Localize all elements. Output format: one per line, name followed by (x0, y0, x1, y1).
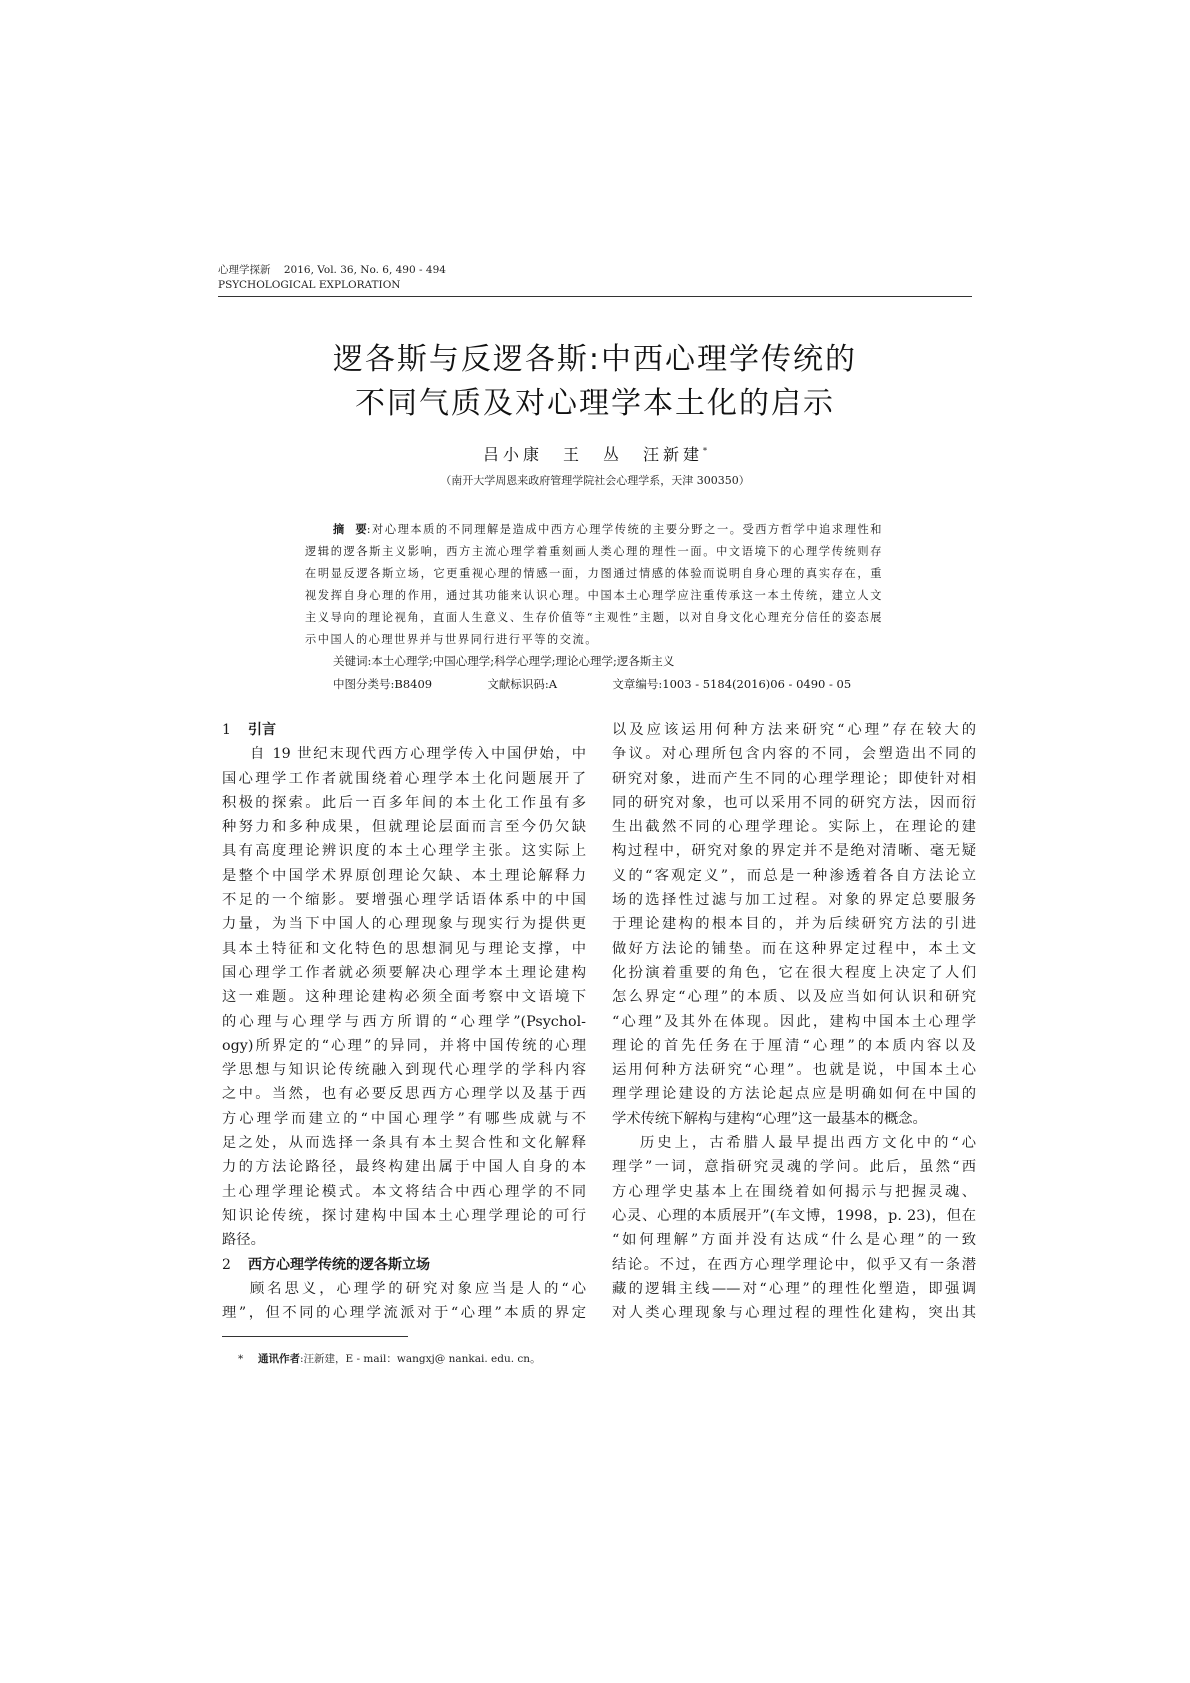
paragraph-line: 怎么界定“心理”的本质、以及应当如何认识和研究 (612, 989, 976, 1006)
paragraph-line: 义的“客观定义”，而总是一种渗透着各自方法论立 (612, 867, 976, 884)
paragraph-line: 结论。不过，在西方心理学理论中，似乎又有一条潜 (612, 1256, 976, 1273)
clc-label: 中图分类号 (333, 677, 391, 691)
paragraph-line: 对人类心理现象与心理过程的理性化建构，突出其 (612, 1305, 976, 1322)
paragraph-line: 不足的一个缩影。要增强心理学话语体系中的中国 (222, 892, 586, 909)
keywords-label: 关键词 (333, 654, 368, 668)
paragraph-line: 自 19 世纪末现代西方心理学传入中国伊始，中 (250, 746, 586, 763)
article-no-label: 文章编号 (612, 677, 659, 691)
section-heading-2 (222, 1253, 586, 1277)
paragraph-line: 具本土特征和文化特色的思想洞见与理论支撑，中 (222, 940, 586, 957)
paragraph-line: 学思想与知识论传统融入到现代心理学的学科内容 (222, 1062, 586, 1079)
paragraph-line: 种努力和多种成果，但就理论层面而言至今仍欠缺 (222, 819, 586, 836)
paragraph-line: 路径。 (222, 1232, 265, 1249)
paragraph-line: 这一难题。这种理论建构必须全面考察中文语境下 (222, 989, 586, 1006)
paragraph-line: 方心理学而建立的“中国心理学”有哪些成就与不 (222, 1110, 586, 1127)
paragraph-line: 争议。对心理所包含内容的不同，会塑造出不同的 (612, 746, 976, 763)
paragraph-line: 以及应该运用何种方法来研究“心理”存在较大的 (612, 722, 976, 738)
paragraph-line: 理论的首先任务在于厘清“心理”的本质内容以及 (612, 1037, 976, 1054)
keywords: 关键词:本土心理学;中国心理学;科学心理学;理论心理学;逻各斯主义 (333, 654, 675, 668)
paragraph-line: 化扮演着重要的角色，它在很大程度上决定了人们 (612, 964, 976, 981)
paragraph-line: 理学理论建设的方法论起点应是明确如何在中国的 (612, 1086, 976, 1103)
paragraph-line: 理学”一词，意指研究灵魂的学问。此后，虽然“西 (612, 1159, 976, 1176)
author-names: 吕小康 王 丛 汪新建 (482, 445, 703, 464)
paragraph-line: 国心理学工作者就必须要解决心理学本土理论建构 (222, 964, 586, 981)
section-number: 1 (222, 722, 231, 738)
doc-code-label: 文献标识码 (487, 677, 545, 691)
paragraph-line: 足之处，从而选择一条具有本土契合性和文化解释 (222, 1135, 586, 1152)
paragraph-line: 知识论传统，探讨建构中国本土心理学理论的可行 (222, 1207, 586, 1224)
footnote-text: 汪新建，E - mail：wangxj@ nankai. edu. cn。 (303, 1353, 541, 1365)
authors (218, 442, 972, 465)
paragraph-line: 理”，但不同的心理学流派对于“心理”本质的界定 (222, 1305, 586, 1322)
abstract-text: 对心理本质的不同理解是造成中西方心理学传统的主要分野之一。受西方哲学中追求理性和逻辑的逻各斯主义影响，西方主流心理学着重刻画人类心理的理性一面。中文语境下的心理学传统则存在明显反逻各斯立场，它更重视心理的情感一面，力图通过情感的体验而说明自身心理的真实存在，重视发挥自身心理的作用，通过其功能来认识心理。中国本土心理学应注重传承这一本土传统，建立人文主义导向的理论视角，直面人生意义、生存价值等“主观性”主题，以对自身文化心理充分信任的姿态展示中国人的心理世界并与世界同行进行平等的交流。 (305, 523, 883, 646)
paragraph-line: 具有高度理论辨识度的本土心理学主张。这实际上 (222, 843, 586, 860)
title-line-2: 不同气质及对心理学本土化的启示 (355, 386, 835, 421)
journal-citation (218, 263, 446, 278)
paragraph-line: 土心理学理论模式。本文将结合中西心理学的不同 (222, 1183, 586, 1200)
paragraph-line: 力的方法论路径，最终构建出属于中国人自身的本 (222, 1159, 586, 1176)
section-title: 西方心理学传统的逻各斯立场 (248, 1256, 430, 1273)
footnote-label: 通讯作者 (258, 1353, 300, 1365)
paragraph-line: 藏的逻辑主线——对“心理”的理性化塑造，即强调 (612, 1280, 976, 1297)
paragraph-line: “心理”及其外在体现。因此，建构中国本土心理学 (612, 1013, 976, 1030)
journal-name-en: PSYCHOLOGICAL EXPLORATION (218, 279, 401, 291)
paragraph-line: 的心理与心理学与西方所谓的“心理学”(Psychol- (222, 1013, 586, 1030)
paragraph-line: 是整个中国学术界原创理论欠缺、本土理论解释力 (222, 867, 586, 884)
paragraph-line: 运用何种方法研究“心理”。也就是说，中国本土心 (612, 1062, 976, 1079)
right-column-lines-2 (612, 1155, 976, 1325)
paragraph-line: 学术传统下解构与建构“心理”这一最基本的概念。 (612, 1110, 927, 1127)
footnote: * 通讯作者:汪新建，E - mail：wangxj@ nankai. edu. cn。 (238, 1353, 541, 1365)
affiliation: （南开大学周恩来政府管理学院社会心理学系，天津 300350） (440, 474, 750, 487)
paragraph-line: 生出截然不同的心理学理论。实际上，在理论的建 (612, 819, 976, 836)
section-heading-1 (222, 718, 586, 742)
paragraph-line: 顾名思义，心理学的研究对象应当是人的“心 (250, 1280, 586, 1297)
paragraph-line: 国心理学工作者就围绕着心理学本土化问题展开了 (222, 770, 586, 787)
left-column (222, 718, 586, 1325)
paragraph-line: 方心理学史基本上在围绕着如何揭示与把握灵魂、 (612, 1183, 976, 1200)
paragraph-line: 历史上，古希腊人最早提出西方文化中的“心 (640, 1135, 976, 1152)
left-column-lines (222, 767, 586, 1229)
abstract (305, 519, 883, 651)
paragraph-line: 力量，为当下中国人的心理现象与现实行为提供更 (222, 916, 586, 933)
header-rule (218, 296, 972, 297)
paragraph-line: 于理论建构的根本目的，并为后续研究方法的引进 (612, 916, 976, 933)
paragraph-line: “如何理解”方面并没有达成“什么是心理”的一致 (612, 1232, 976, 1249)
article-no-value: 1003 - 5184(2016)06 - 0490 - 05 (662, 677, 852, 691)
corresponding-mark: * (703, 446, 707, 456)
paragraph-line: 心灵、心理的本质展开”(车文博，1998，p. 23)，但在 (612, 1207, 976, 1224)
paragraph-line: 场的选择性过滤与加工过程。对象的界定总要服务 (612, 892, 976, 909)
footnote-rule (222, 1336, 408, 1337)
section-number: 2 (222, 1256, 231, 1273)
abstract-label: 摘 要 (333, 523, 367, 536)
journal-name-cn: 心理学探新 (218, 264, 271, 276)
paragraph-line: 同的研究对象，也可以采用不同的研究方法，因而衍 (612, 794, 976, 811)
citation: 2016, Vol. 36, No. 6, 490 - 494 (283, 264, 446, 276)
classification-line: 中图分类号:B8409 文献标识码:A 文章编号:1003 - 5184(2016)06 - 0490 - 05 (333, 677, 852, 691)
doc-code-value: A (548, 677, 558, 691)
paragraph-line: 研究对象，进而产生不同的心理学理论；即使针对相 (612, 770, 976, 787)
paragraph-line: 做好方法论的铺垫。而在这种界定过程中，本土文 (612, 940, 976, 957)
paragraph-line: 之中。当然，也有必要反思西方心理学以及基于西 (222, 1086, 586, 1103)
right-column-lines (612, 718, 976, 1107)
clc-value: B8409 (394, 677, 433, 691)
footnote-mark: * (238, 1353, 244, 1365)
running-head (218, 263, 446, 293)
title-line-1: 逻各斯与反逻各斯:中西心理学传统的 (332, 342, 858, 377)
paper-title (218, 338, 972, 426)
keywords-value: 本土心理学;中国心理学;科学心理学;理论心理学;逻各斯主义 (371, 654, 675, 668)
paragraph-line: ogy)所界定的“心理”的异同，并将中国传统的心理 (222, 1037, 586, 1054)
paragraph-line: 构过程中，研究对象的界定并不是绝对清晰、毫无疑 (612, 843, 976, 860)
section-title: 引言 (248, 722, 276, 738)
abstract-body: 摘 要:对心理本质的不同理解是造成中西方心理学传统的主要分野之一。受西方哲学中追求理性和逻辑的逻各斯主义影响，西方主流心理学着重刻画人类心理的理性一面。中文语境下的心理学传统则存在明显反逻各斯立场，它更重视心理的情感一面，力图通过情感的体验而说明自身心理的真实存在，重视发挥自身心理的作用，通过其功能来认识心理。中国本土心理学应注重传承这一本土传统，建立人文主义导向的理论视角，直面人生意义、生存价值等“主观性”主题，以对自身文化心理充分信任的姿态展示中国人的心理世界并与世界同行进行平等的交流。 (305, 523, 883, 646)
paragraph-line: 积极的探索。此后一百多年间的本土化工作虽有多 (222, 794, 586, 811)
right-column (612, 718, 976, 1325)
